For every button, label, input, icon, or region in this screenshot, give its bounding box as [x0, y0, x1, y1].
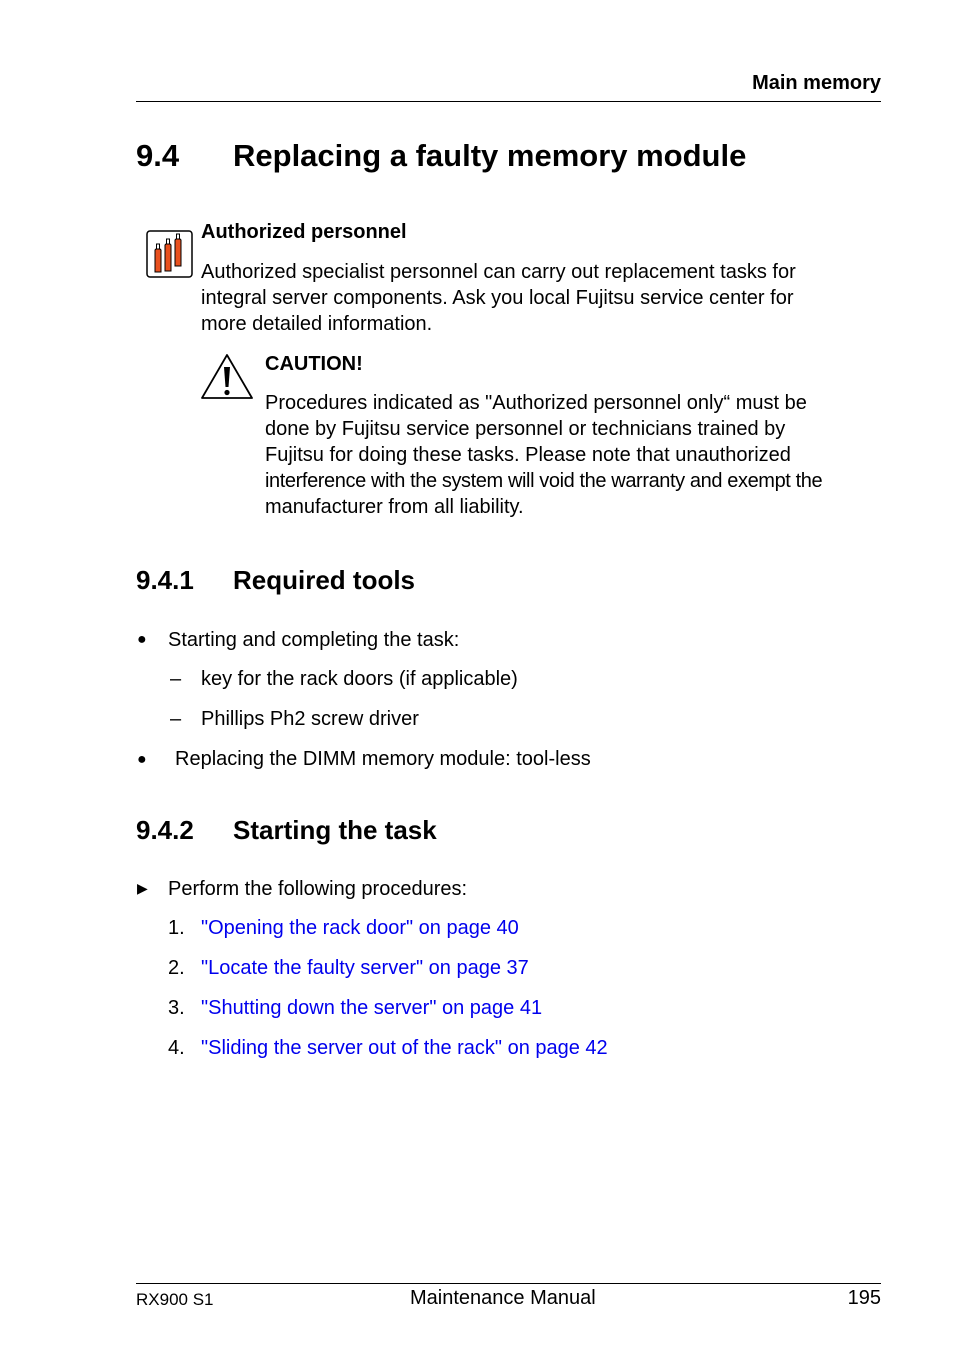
step-number: 2.: [168, 957, 185, 979]
subsection-number: 9.4.2: [136, 815, 194, 845]
subsection-heading-required-tools: [136, 565, 415, 596]
caution-line: interference with the system will void the warranty and exempt the: [265, 470, 823, 492]
dash-item-text: Phillips Ph2 screw driver: [201, 708, 419, 730]
step-link-opening-rack-door[interactable]: "Opening the rack door" on page 40: [201, 917, 519, 939]
step-link-sliding-server-out[interactable]: "Sliding the server out of the rack" on page 42: [201, 1037, 608, 1059]
subsection-heading-starting-task: [136, 815, 437, 846]
caution-line: Fujitsu for doing these tasks. Please note that unauthorized: [265, 444, 791, 466]
header-section-name: Main memory: [752, 72, 881, 94]
page-title: [136, 138, 746, 174]
section-title: Replacing a faulty memory module: [233, 138, 747, 173]
subsection-title: Required tools: [233, 565, 416, 595]
bullet-dot-icon: ●: [137, 751, 147, 768]
authorized-text: [201, 259, 796, 337]
authorized-personnel-icon: [146, 230, 193, 278]
caution-line: manufacturer from all liability.: [265, 496, 524, 518]
bullet-text: Replacing the DIMM memory module: tool-less: [175, 748, 591, 770]
bullet-text: Starting and completing the task:: [168, 629, 460, 651]
section-number: 9.4: [136, 138, 180, 173]
step-number: 4.: [168, 1037, 185, 1059]
dash-item-text: key for the rack doors (if applicable): [201, 668, 518, 690]
header-rule: [136, 101, 881, 102]
caution-text: [265, 390, 822, 520]
caution-line: done by Fujitsu service personnel or technicians trained by: [265, 418, 786, 440]
authorized-title: Authorized personnel: [201, 221, 407, 243]
step-link-shutting-down-server[interactable]: "Shutting down the server" on page 41: [201, 997, 543, 1019]
authorized-line: Authorized specialist personnel can carry out replacement tasks for: [201, 261, 796, 283]
step-number: 1.: [168, 917, 185, 939]
caution-line: Procedures indicated as "Authorized personnel only“ must be: [265, 392, 807, 414]
triangle-right-icon: ▶: [137, 880, 148, 896]
authorized-line: integral server components. Ask you local Fujitsu service center for: [201, 287, 794, 309]
step-link-locate-faulty-server[interactable]: "Locate the faulty server" on page 37: [201, 957, 529, 979]
dash-icon: –: [170, 668, 182, 690]
dash-icon: –: [170, 708, 182, 730]
subsection-number: 9.4.1: [136, 565, 194, 595]
instruction-text: Perform the following procedures:: [168, 878, 468, 900]
subsection-title: Starting the task: [233, 815, 437, 845]
authorized-line: more detailed information.: [201, 313, 433, 335]
footer-model: RX900 S1: [136, 1290, 214, 1309]
footer-rule: [136, 1283, 881, 1284]
caution-title: CAUTION!: [265, 353, 363, 375]
bullet-dot-icon: ●: [137, 631, 147, 648]
caution-warning-icon: [199, 352, 255, 402]
step-number: 3.: [168, 997, 185, 1019]
footer-page-number: 195: [847, 1287, 881, 1309]
footer-manual-title: Maintenance Manual: [410, 1287, 596, 1309]
